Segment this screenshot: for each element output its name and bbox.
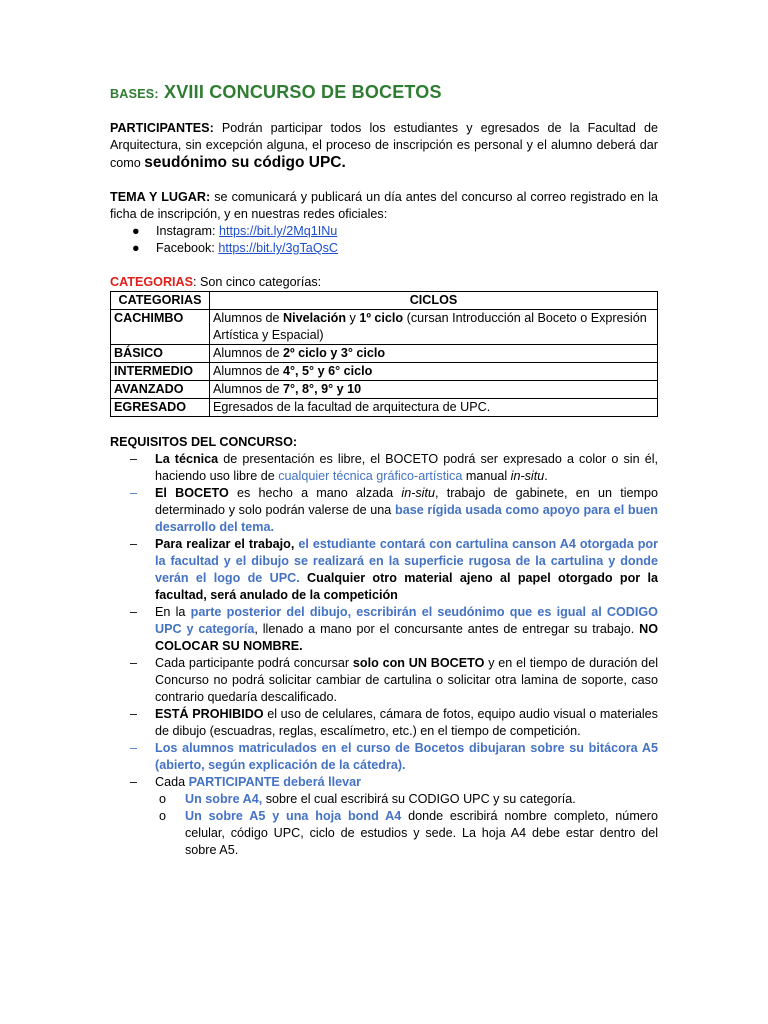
list-item <box>110 240 658 257</box>
tema-text: se comunicará y publicará un día antes del concurso al correo registrado en la ficha de inscripción, y en nuestras redes oficiales: <box>110 190 659 221</box>
tema-label: TEMA Y LUGAR: <box>110 190 211 204</box>
requisitos-list <box>110 451 658 859</box>
sub-list-item: o Un sobre A5 y una hoja bond A4 donde escribirá nombre completo, número celular, código UPC, ciclo de estudios y sede. La hoja A4 debe estar dentro del sobre A5. <box>159 809 659 857</box>
link-label-instagram: Instagram: <box>156 224 216 238</box>
categorias-text: : Son cinco categorías: <box>193 275 322 289</box>
categorias-label: CATEGORIAS <box>110 275 194 289</box>
instagram-link[interactable]: https://bit.ly/2Mq1INu <box>219 224 338 238</box>
link-label-facebook: Facebook: <box>156 241 215 255</box>
table-row <box>111 363 658 381</box>
bullet-icon: ● <box>132 241 140 255</box>
dash-marker: – <box>130 486 138 500</box>
document-page <box>110 84 658 859</box>
list-item <box>110 223 658 240</box>
list-item: – Para realizar el trabajo, el estudiante contará con cartulina canson A4 otorgada por la facultad y el dibujo se realizará en la superficie rugosa de la cartulina y donde verán el logo de UPC. Cualquier otro material ajeno al papel otorgado por la facultad, será anulado de la competición <box>130 537 659 602</box>
page-title <box>110 84 658 103</box>
dash-marker: – <box>130 452 138 466</box>
dash-marker: – <box>130 775 138 789</box>
dash-marker: – <box>130 741 138 755</box>
circle-bullet-icon: o <box>159 809 167 823</box>
participantes-label: PARTICIPANTES: <box>110 121 214 135</box>
participantes-emphasis: seudónimo su código UPC. <box>144 154 346 171</box>
table-header: CATEGORIAS <box>111 292 210 310</box>
list-item: – El BOCETO es hecho a mano alzada in-situ, trabajo de gabinete, en un tiempo determinado y solo podrán valerse de una base rígida usada como apoyo para el buen desarrollo del tema. <box>130 486 659 534</box>
list-item: – Los alumnos matriculados en el curso de Bocetos dibujaran sobre su bitácora A5 (abierto, según explicación de la cátedra). <box>130 741 658 772</box>
list-item: – ESTÁ PROHIBIDO el uso de celulares, cámara de fotos, equipo audio visual o materiales de dibujo (escuadras, reglas, escalímetro, etc.) en el tiempo de competición. <box>130 707 658 738</box>
list-item: – La técnica de presentación es libre, el BOCETO podrá ser expresado a color o sin él, haciendo uso libre de cualquier técnica gráfico-artística manual in-situ. <box>130 452 658 483</box>
table-cell-category: BÁSICO <box>111 345 210 363</box>
categorias-paragraph <box>110 274 658 291</box>
table-cell-ciclos: Alumnos de 4°, 5° y 6° ciclo <box>210 363 658 381</box>
table-row <box>111 345 658 363</box>
social-links-list <box>110 223 658 257</box>
table-cell-category: EGRESADO <box>111 399 210 417</box>
list-item: – Cada participante podrá concursar solo con UN BOCETO y en el tiempo de duración del Concurso no podrá solicitar cambiar de cartulina o solicitar otra lamina de soporte, caso contrario quedaría descalificado. <box>130 656 658 704</box>
dash-marker: – <box>130 656 138 670</box>
sub-list-item: o Un sobre A4, sobre el cual escribirá su CODIGO UPC y su categoría. <box>159 792 576 806</box>
table-cell-category: AVANZADO <box>111 381 210 399</box>
circle-bullet-icon: o <box>159 792 167 806</box>
table-cell-ciclos: Alumnos de 2º ciclo y 3° ciclo <box>210 345 658 363</box>
categories-table <box>110 291 658 417</box>
table-cell-ciclos: Egresados de la facultad de arquitectura de UPC. <box>210 399 658 417</box>
title-prefix: BASES: <box>110 87 159 101</box>
table-header-row <box>111 292 658 310</box>
table-header: CICLOS <box>210 292 658 310</box>
list-item: – Cada PARTICIPANTE deberá llevar o Un sobre A4, sobre el cual escribirá su CODIGO UPC y su categoría. o Un sobre A5 y una hoja bond A4 donde escribirá nombre completo, número celular, código UPC, ciclo de estudios y sede. La hoja A4 debe estar dentro del sobre A5. <box>130 775 659 857</box>
tema-paragraph <box>110 189 658 223</box>
table-cell-ciclos: Alumnos de Nivelación y 1º ciclo (cursan Introducción al Boceto o Expresión Artística y Espacial) <box>210 310 658 345</box>
facebook-link[interactable]: https://bit.ly/3gTaQsC <box>218 241 339 255</box>
title-main: XVIII CONCURSO DE BOCETOS <box>164 82 442 102</box>
list-item: – En la parte posterior del dibujo, escribirán el seudónimo que es igual al CODIGO UPC y categoría, llenado a mano por el concursante antes de entregar su trabajo. NO COLOCAR SU NOMBRE. <box>130 605 658 653</box>
table-row <box>111 399 658 417</box>
table-row <box>111 381 658 399</box>
table-row <box>111 310 658 345</box>
requisitos-heading: REQUISITOS DEL CONCURSO: <box>110 435 298 449</box>
table-cell-category: INTERMEDIO <box>111 363 210 381</box>
dash-marker: – <box>130 707 138 721</box>
dash-marker: – <box>130 537 138 551</box>
table-cell-ciclos: Alumnos de 7°, 8°, 9° y 10 <box>210 381 658 399</box>
participantes-text: Podrán participar todos los estudiantes y egresados de la Facultad de Arquitectura, sin excepción alguna, el proceso de inscripción es personal y el alumno deberá dar como <box>110 121 659 170</box>
sub-list <box>155 791 658 859</box>
dash-marker: – <box>130 605 138 619</box>
table-cell-category: CACHIMBO <box>111 310 210 345</box>
bullet-icon: ● <box>132 224 140 238</box>
participantes-paragraph <box>110 120 658 172</box>
